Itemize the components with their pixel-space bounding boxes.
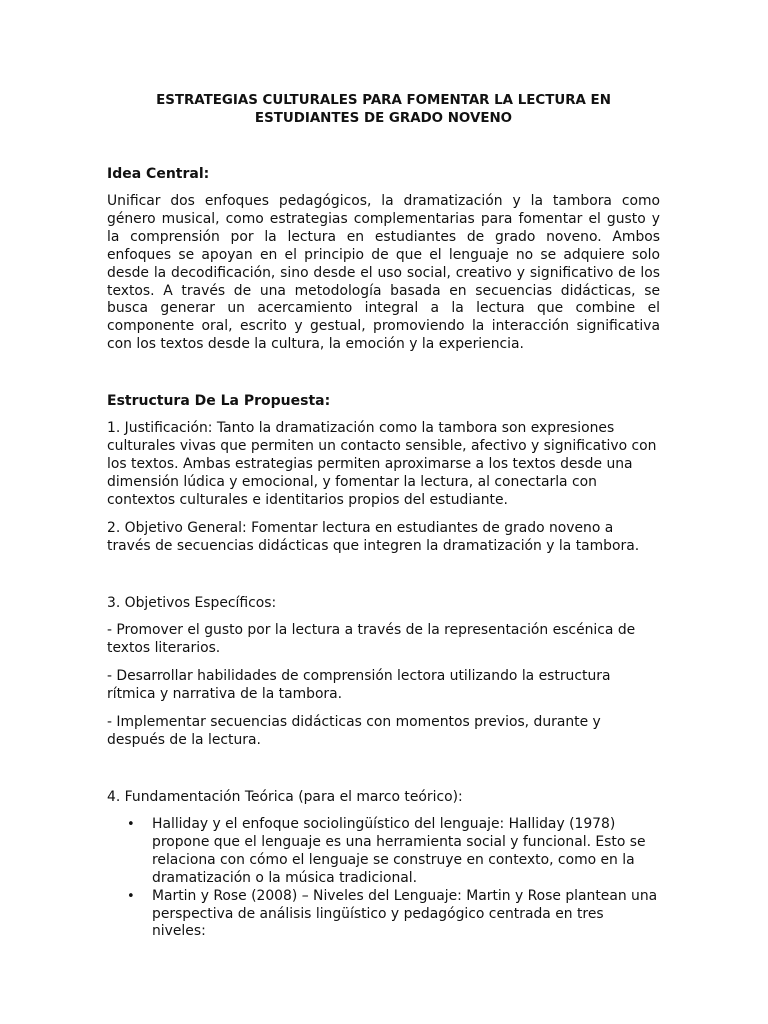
- fundamentacion-list: [107, 816, 660, 941]
- list-item-text: Martin y Rose (2008) – Niveles del Lenguaje: Martin y Rose plantean una perspectiva de análisis lingüístico y pedagógico centrada en tres niveles:: [152, 887, 658, 940]
- bullet-icon: •: [127, 817, 135, 832]
- objetivos-especificos-heading: 3. Objetivos Específicos:: [107, 595, 277, 611]
- title-line-1: ESTRATEGIAS CULTURALES PARA FOMENTAR LA LECTURA EN: [156, 93, 611, 108]
- estructura-heading: Estructura De La Propuesta:: [107, 393, 331, 409]
- objetivo-general-paragraph: 2. Objetivo General: Fomentar lectura en estudiantes de grado noveno a través de secuencias didácticas que integren la dramatización y la tambora.: [107, 520, 640, 554]
- fundamentacion-heading: 4. Fundamentación Teórica (para el marco teórico):: [107, 789, 463, 805]
- objetivo-especifico-item: - Desarrollar habilidades de comprensión lectora utilizando la estructura rítmica y narrativa de la tambora.: [107, 668, 611, 702]
- idea-central-paragraph: Unificar dos enfoques pedagógicos, la dramatización y la tambora como género musical, como estrategias complementarias para fomentar el gusto y la comprensión por la lectura en estudiantes de grado noveno. Ambos enfoques se apoyan en el principio de que el lenguaje no se adquiere solo desde la decodificación, sino desde el uso social, creativo y significativo de los textos. A través de una metodología basada en secuencias didácticas, se busca generar un acercamiento integral a la lectura que combine el componente oral, escrito y gestual, promoviendo la interacción significativa con los textos desde la cultura, la emoción y la experiencia.: [107, 193, 660, 353]
- justificacion-paragraph: 1. Justificación: Tanto la dramatización como la tambora son expresiones culturales vivas que permiten un contacto sensible, afectivo y significativo con los textos. Ambas estrategias permiten aproximarse a los textos desde una dimensión lúdica y emocional, y fomentar la lectura, al conectarla con contextos culturales e identitarios propios del estudiante.: [107, 420, 657, 508]
- list-item: [107, 888, 660, 942]
- document-title: [107, 92, 660, 127]
- objetivo-especifico-item: - Implementar secuencias didácticas con momentos previos, durante y después de la lectura.: [107, 714, 601, 748]
- idea-central-heading: Idea Central:: [107, 166, 210, 182]
- list-item: [107, 816, 660, 888]
- bullet-icon: •: [127, 888, 135, 904]
- title-line-2: ESTUDIANTES DE GRADO NOVENO: [254, 110, 513, 126]
- list-item-text: Halliday y el enfoque sociolingüístico del lenguaje: Halliday (1978) propone que el lenguaje es una herramienta social y funcional. Esto se relaciona con cómo el lenguaje se construye en contexto, como en la dramatización o la música tradicional.: [152, 816, 646, 886]
- objetivo-especifico-item: - Promover el gusto por la lectura a través de la representación escénica de textos literarios.: [107, 622, 636, 656]
